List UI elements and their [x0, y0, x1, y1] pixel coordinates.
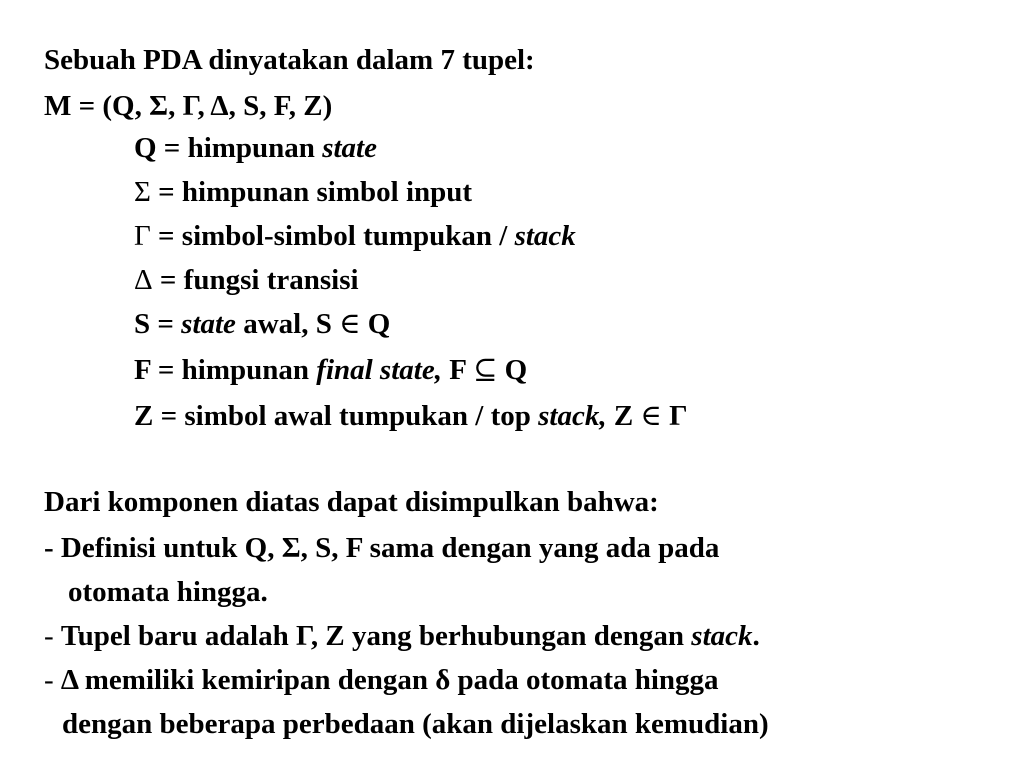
f-italic: final state, [316, 354, 442, 386]
z-definition [134, 396, 688, 436]
conclusion-point-3 [44, 660, 719, 700]
s-italic: state [181, 308, 236, 340]
s-post: Q [360, 308, 391, 340]
point-2-italic: stack [691, 620, 753, 652]
s-definition [134, 304, 390, 344]
bullet-dash: - [44, 620, 61, 652]
point-2-post: . [752, 620, 760, 652]
f-definition [134, 350, 527, 390]
q-definition [134, 128, 377, 168]
point-2-text: Tupel baru adalah Γ, Z yang berhubungan dengan [60, 620, 692, 652]
element-of-symbol: ∈ [339, 308, 361, 340]
bullet-dash: - [44, 664, 61, 696]
gamma-definition [134, 216, 576, 256]
z-pre: Z = simbol awal tumpukan / top [134, 400, 539, 432]
subset-symbol: ⊆ [473, 354, 498, 386]
sigma-definition [134, 172, 472, 212]
q-label: Q = himpunan [134, 132, 323, 164]
gamma-text: = simbol-simbol tumpukan / [150, 220, 515, 252]
sigma-text: = himpunan simbol input [150, 176, 473, 208]
point-3-text: Δ memiliki kemiripan dengan δ pada otomata hingga [60, 664, 719, 696]
f-pre: F = himpunan [134, 354, 317, 386]
f-mid: F [441, 354, 474, 386]
conclusion-point-1: - Definisi untuk Q, Σ, S, F sama dengan yang ada pada [44, 532, 720, 564]
s-mid: awal, S [235, 308, 340, 340]
definition-intro: Sebuah PDA dinyatakan dalam 7 tupel: [44, 44, 535, 76]
tuple-definition: M = (Q, Σ, Γ, Δ, S, F, Z) [44, 90, 333, 122]
element-of-symbol: ∈ [640, 400, 662, 432]
z-italic: stack, [538, 400, 607, 432]
z-post: Γ [661, 400, 688, 432]
conclusion-point-3-continued: dengan beberapa perbedaan (akan dijelaskan kemudian) [62, 708, 769, 740]
delta-symbol: Δ [134, 264, 153, 296]
s-pre: S = [134, 308, 182, 340]
z-mid: Z [606, 400, 641, 432]
f-post: Q [497, 354, 528, 386]
sigma-symbol: Σ [134, 176, 151, 208]
conclusion-point-2 [44, 616, 760, 656]
delta-definition [134, 260, 359, 300]
q-italic: state [322, 132, 377, 164]
gamma-italic: stack [514, 220, 576, 252]
conclusion-point-1-continued: otomata hingga. [68, 576, 268, 608]
gamma-symbol: Γ [134, 220, 151, 252]
conclusion-heading: Dari komponen diatas dapat disimpulkan bahwa: [44, 486, 659, 518]
delta-text: = fungsi transisi [152, 264, 359, 296]
